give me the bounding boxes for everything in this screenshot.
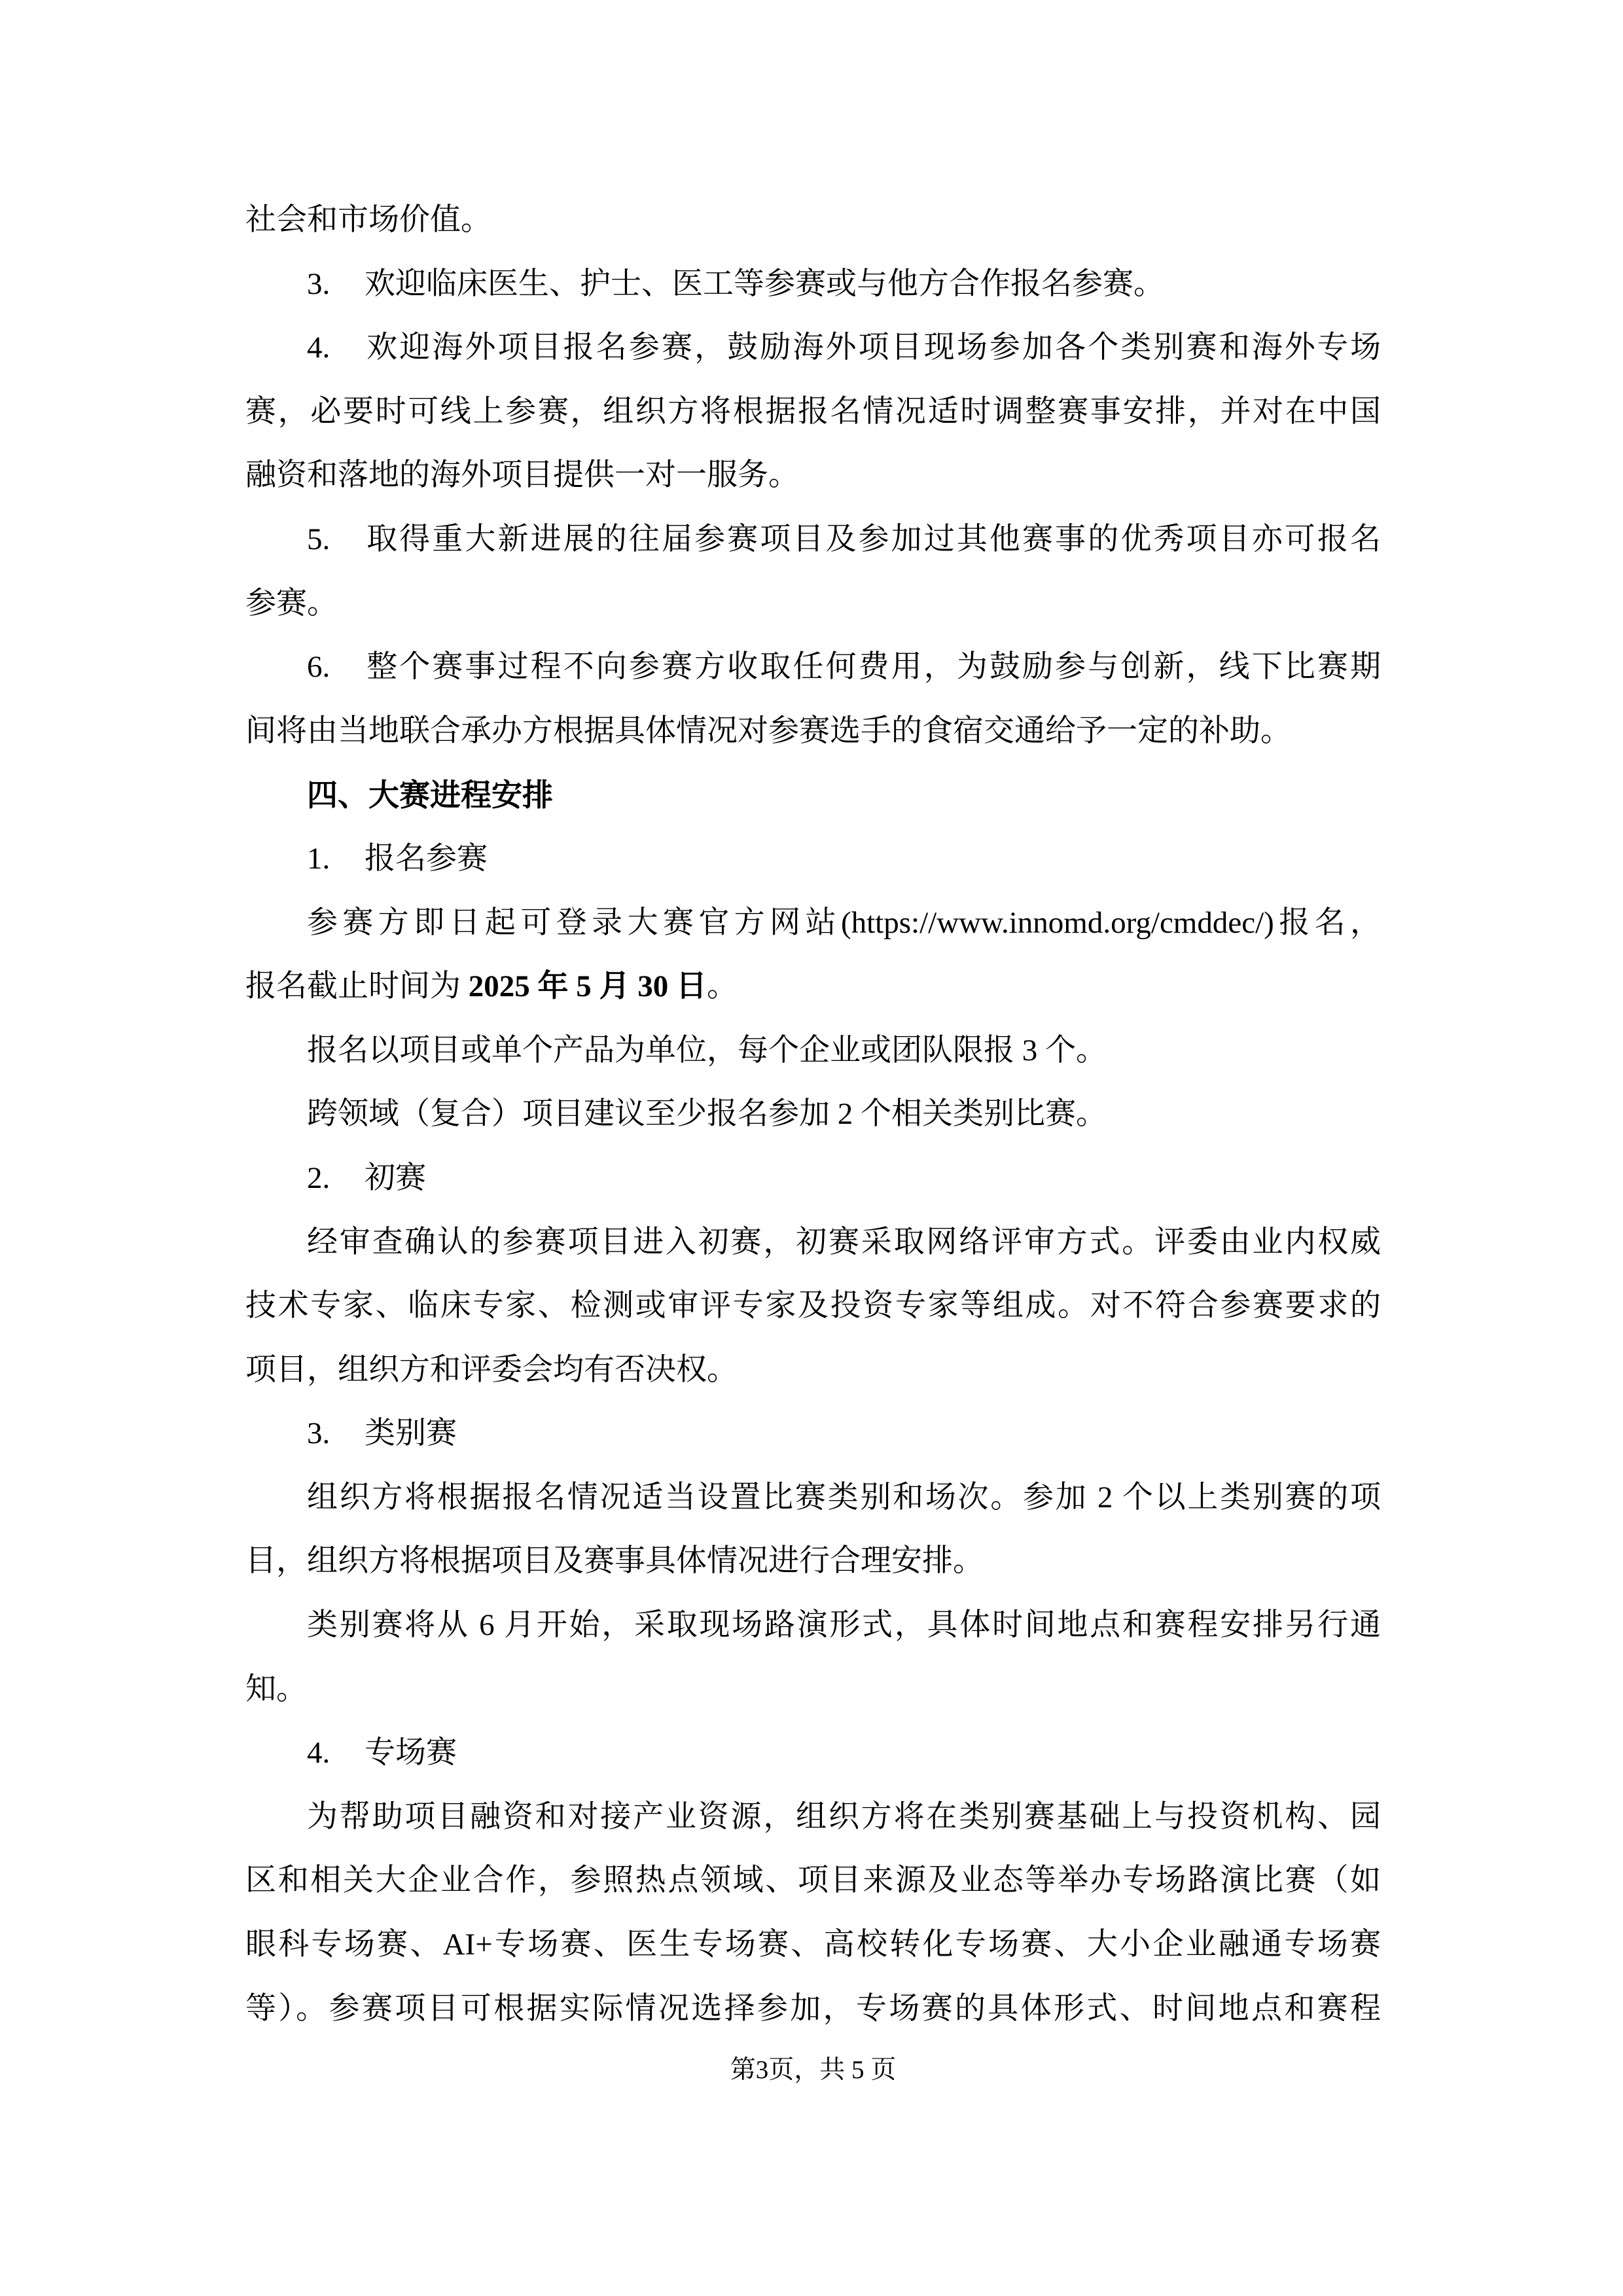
- numbered-list-line: 4. 欢迎海外项目报名参赛，鼓励海外项目现场参加各个类别赛和海外专场: [245, 316, 1381, 380]
- numbered-list-line: 2. 初赛: [245, 1147, 1381, 1211]
- text-line: 赛，必要时可线上参赛，组织方将根据报名情况适时调整赛事安排，并对在中国: [245, 394, 1381, 429]
- text-line: 参赛。: [245, 586, 338, 620]
- numbered-list-line: 3. 欢迎临床医生、护士、医工等参赛或与他方合作报名参赛。: [245, 253, 1381, 317]
- section-heading: 四、大赛进程安排: [307, 778, 553, 813]
- text-line: 融资和落地的海外项目提供一对一服务。: [245, 458, 799, 493]
- numbered-list-line: 1. 报名参赛: [245, 827, 1381, 891]
- text-line: 间将由当地联合承办方根据具体情况对参赛选手的食宿交通给予一定的补助。: [245, 713, 1291, 748]
- numbered-list-line: 6. 整个赛事过程不向参赛方收取任何费用，为鼓励参与创新，线下比赛期: [245, 636, 1381, 700]
- text-line: 技术专家、临床专家、检测或审评专家及投资专家等组成。对不符合参赛要求的: [245, 1289, 1381, 1323]
- list-number-marker: 4.: [307, 1736, 330, 1770]
- list-number-marker: 5.: [307, 522, 330, 556]
- text-line: 等）。参赛项目可根据实际情况选择参加，专场赛的具体形式、时间地点和赛程: [245, 1991, 1381, 2026]
- text-line: 组织方将根据报名情况适当设置比赛类别和场次。参加 2 个以上类别赛的项: [307, 1480, 1381, 1515]
- text-line: 项目，组织方和评委会均有否决权。: [245, 1352, 738, 1387]
- text-line: 区和相关大企业合作，参照热点领域、项目来源及业态等举办专场路演比赛（如: [245, 1863, 1381, 1898]
- text-line: 社会和市场价值。: [245, 203, 491, 237]
- list-number-marker: 3.: [307, 266, 330, 301]
- text-segment: 。: [707, 969, 738, 1004]
- numbered-list-line: 5. 取得重大新进展的往届参赛项目及参加过其他赛事的优秀项目亦可报名: [245, 508, 1381, 572]
- text-line: 为帮助项目融资和对接产业资源，组织方将在类别赛基础上与投资机构、园: [307, 1799, 1381, 1834]
- list-number-marker: 6.: [307, 650, 330, 685]
- text-line: [245, 955, 1381, 1019]
- list-number-marker: 4.: [307, 331, 330, 365]
- page-body-text: [245, 188, 1381, 2041]
- list-number-marker: 2.: [307, 1160, 330, 1195]
- text-line: 知。: [245, 1672, 307, 1706]
- page-number-text: 第3页，共 5 页: [730, 2056, 897, 2084]
- text-line: 类别赛将从 6 月开始，采取现场路演形式，具体时间地点和赛程安排另行通: [307, 1608, 1381, 1643]
- text-line: 报名以项目或单个产品为单位，每个企业或团队限报 3 个。: [307, 1033, 1107, 1067]
- deadline-date-bold: 2025 年 5 月 30 日: [468, 969, 707, 1004]
- numbered-list-line: 4. 专场赛: [245, 1721, 1381, 1785]
- text-line: 目，组织方将根据项目及赛事具体情况进行合理安排。: [245, 1544, 984, 1579]
- text-line: 参赛方即日起可登录大赛官方网站(https://www.innomd.org/cmddec/)报名，: [307, 905, 1381, 940]
- list-number-marker: 1.: [307, 841, 330, 876]
- text-line: 经审查确认的参赛项目进入初赛，初赛采取网络评审方式。评委由业内权威: [307, 1225, 1381, 1259]
- list-number-marker: 3.: [307, 1416, 330, 1451]
- page-footer: [245, 2055, 1381, 2086]
- text-line: 跨领域（复合）项目建议至少报名参加 2 个相关类别比赛。: [307, 1097, 1107, 1132]
- text-segment: 报名截止时间为: [245, 969, 469, 1004]
- text-line: 眼科专场赛、AI+专场赛、医生专场赛、高校转化专场赛、大小企业融通专场赛: [245, 1928, 1381, 1962]
- numbered-list-line: 3. 类别赛: [245, 1402, 1381, 1466]
